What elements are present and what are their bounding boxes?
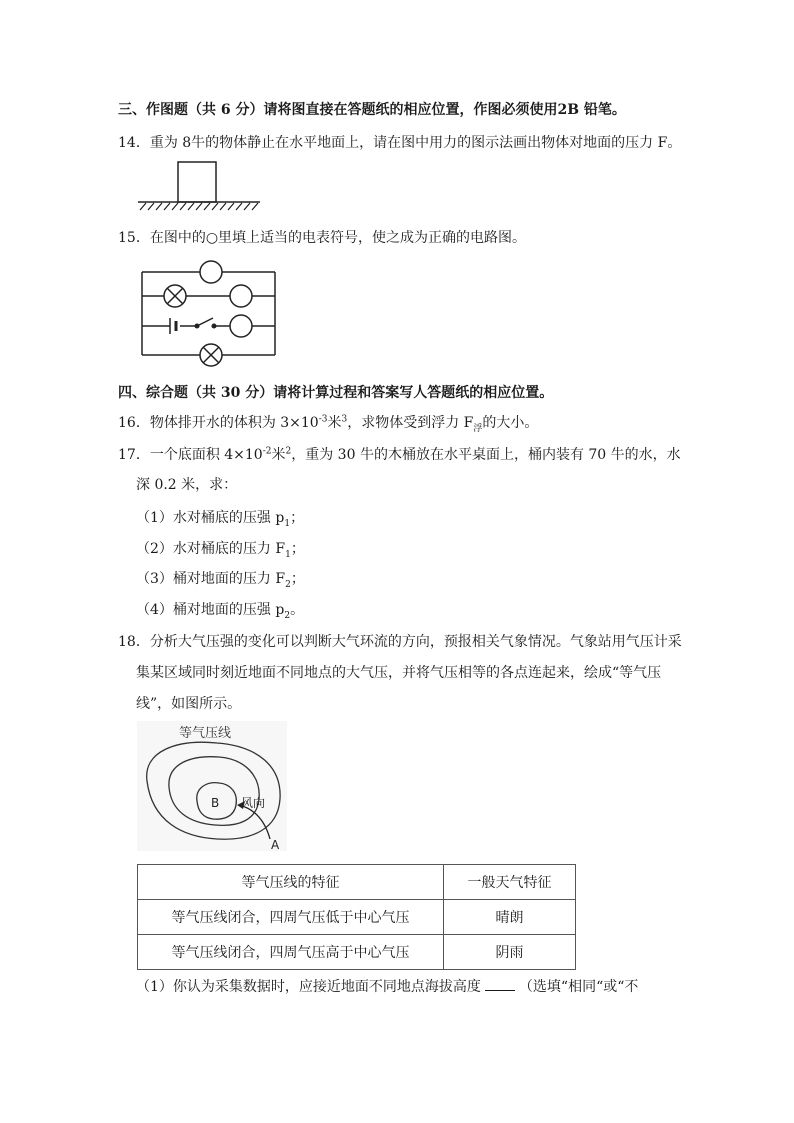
meter-circle-middle: [230, 285, 252, 307]
answer-blank[interactable]: [485, 978, 515, 991]
ground-hatch: [140, 203, 258, 210]
lamp-left: [164, 285, 186, 307]
label-b: B: [211, 796, 220, 810]
q15-circuit-figure: [140, 260, 280, 370]
question-17-line1: 17．一个底面积 $4\times 10^{-2}$米$^2$，重为 30 牛的木桶放在水平桌面上，桶内装有 70 牛的水，水: [118, 446, 681, 463]
question-18-line3: 线”，如图所示。: [136, 696, 242, 712]
q18-subquestion-1: （1）你认为采集数据时，应接近地面不同地点海拔高度 （选填“相同“或“不: [136, 979, 639, 995]
section3-heading: 三、作图题（共 6 分）请将图直接在答题纸的相应位置，作图必须使用2B 铅笔。: [118, 102, 626, 118]
isobar-table: [137, 864, 576, 970]
meter-circle-top: [200, 261, 222, 283]
q17-item-2: （2）水对桶底的压力 $F_1$；: [136, 541, 305, 560]
question-18-line2: 集某区域同时刻近地面不同地点的大气压，并将气压相等的各点连起来，绘成“等气压: [136, 665, 662, 681]
table-cell: 等气压线闭合，四周气压高于中心气压: [138, 935, 444, 970]
question-15: 15．在图中的○里填上适当的电表符号，使之成为正确的电路图。: [118, 230, 527, 246]
table-cell: 等气压线闭合，四周气压低于中心气压: [138, 900, 444, 935]
isobar-figure: [137, 721, 287, 851]
table-header: 一般天气特征: [444, 865, 576, 900]
question-18-line1: 18．分析大气压强的变化可以判断大气环流的方向，预报相关气象情况。气象站用气压计采: [118, 634, 682, 650]
battery: [170, 318, 176, 334]
table-row: [138, 900, 576, 935]
label-a: A: [271, 838, 280, 852]
block: [178, 162, 216, 202]
table-row: [138, 935, 576, 970]
q17-item-4: （4）桶对地面的压强 $p_2$。: [136, 602, 305, 621]
table-header: 等气压线的特征: [138, 865, 444, 900]
q17-item-1: （1）水对桶底的压强 $p_1$；: [136, 510, 305, 529]
wind-label: 风向: [241, 796, 266, 810]
lamp-bottom: [200, 344, 222, 366]
section4-heading: 四、综合题（共 30 分）请将计算过程和答案写人答题纸的相应位置。: [118, 385, 554, 401]
question-14: 14．重为 8牛的物体静止在水平地面上，请在图中用力的图示法画出物体对地面的压力 F。: [118, 135, 682, 151]
isobar-title: 等气压线: [179, 726, 232, 741]
table-header-row: [138, 865, 576, 900]
table-cell: 阴雨: [444, 935, 576, 970]
q14-block-figure: [138, 160, 262, 212]
meter-circle-bottom: [230, 315, 252, 337]
question-17-line2: 深 0.2 米，求：: [136, 477, 238, 493]
table-cell: 晴朗: [444, 900, 576, 935]
question-16: 16．物体排开水的体积为 $3\times 10^{-3}$米$^3$，求物体受到浮力 $F_浮$的大小。: [118, 414, 539, 434]
switch: [195, 318, 216, 328]
q17-item-3: （3）桶对地面的压力 $F_2$；: [136, 571, 305, 590]
